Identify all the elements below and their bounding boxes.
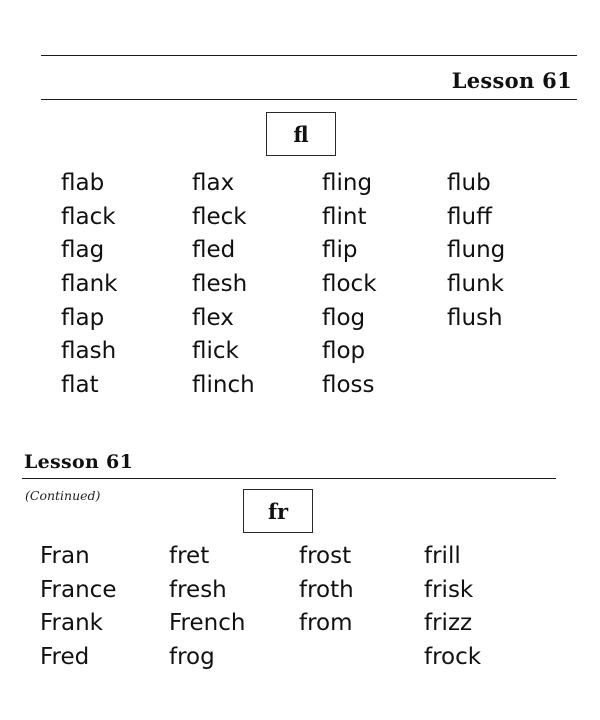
word-item: flab (61, 170, 105, 196)
word-item: Fred (40, 644, 90, 671)
header-rule (41, 99, 577, 100)
word-item: flash (61, 338, 117, 365)
word-item (447, 370, 557, 404)
word-item: fled (192, 237, 236, 264)
word-item: flub (447, 170, 491, 196)
top-rule (41, 55, 577, 56)
word-item: frock (424, 644, 482, 671)
word-item: frog (169, 644, 215, 671)
word-item: frost (299, 543, 352, 569)
word-item: French (169, 610, 246, 637)
word-item: France (40, 576, 117, 603)
word-item: fleck (192, 203, 247, 230)
lesson-heading: Lesson 61 (451, 68, 572, 93)
word-item: flax (192, 170, 235, 196)
word-item: fret (169, 543, 210, 569)
lesson-heading-continued: Lesson 61 (24, 451, 134, 473)
blend-box-fr: fr (243, 489, 313, 533)
word-item: floss (322, 372, 375, 399)
word-item: flip (322, 237, 358, 264)
word-item: fluff (447, 203, 492, 230)
word-item: flank (61, 271, 118, 298)
word-item: flat (61, 372, 99, 399)
word-item: flap (61, 304, 105, 331)
word-item: flop (322, 338, 366, 365)
word-item (447, 336, 557, 370)
word-item: frill (424, 543, 461, 569)
word-item: froth (299, 576, 354, 603)
word-item: flog (322, 304, 366, 331)
word-item: frisk (424, 576, 474, 603)
continued-note: (Continued) (25, 488, 101, 503)
word-grid-fr (40, 541, 534, 676)
word-item: flag (61, 237, 105, 264)
blend-box-fl: fl (266, 112, 336, 156)
word-item: flush (447, 304, 503, 331)
word-item: flack (61, 203, 116, 230)
word-item: fling (322, 170, 373, 196)
word-item: flesh (192, 271, 248, 298)
word-item: from (299, 610, 353, 637)
word-item: flint (322, 203, 367, 230)
word-item: flock (322, 271, 377, 298)
word-grid-fl (61, 168, 557, 404)
word-item: Fran (40, 543, 90, 569)
word-item: flex (192, 304, 234, 331)
word-item: flung (447, 237, 506, 264)
word-item (299, 642, 424, 676)
section-rule (22, 478, 556, 479)
word-item: frizz (424, 610, 473, 637)
word-item: Frank (40, 610, 104, 637)
word-item: flinch (192, 372, 255, 399)
word-item: flunk (447, 271, 504, 298)
word-item: fresh (169, 576, 227, 603)
word-item: flick (192, 338, 239, 365)
